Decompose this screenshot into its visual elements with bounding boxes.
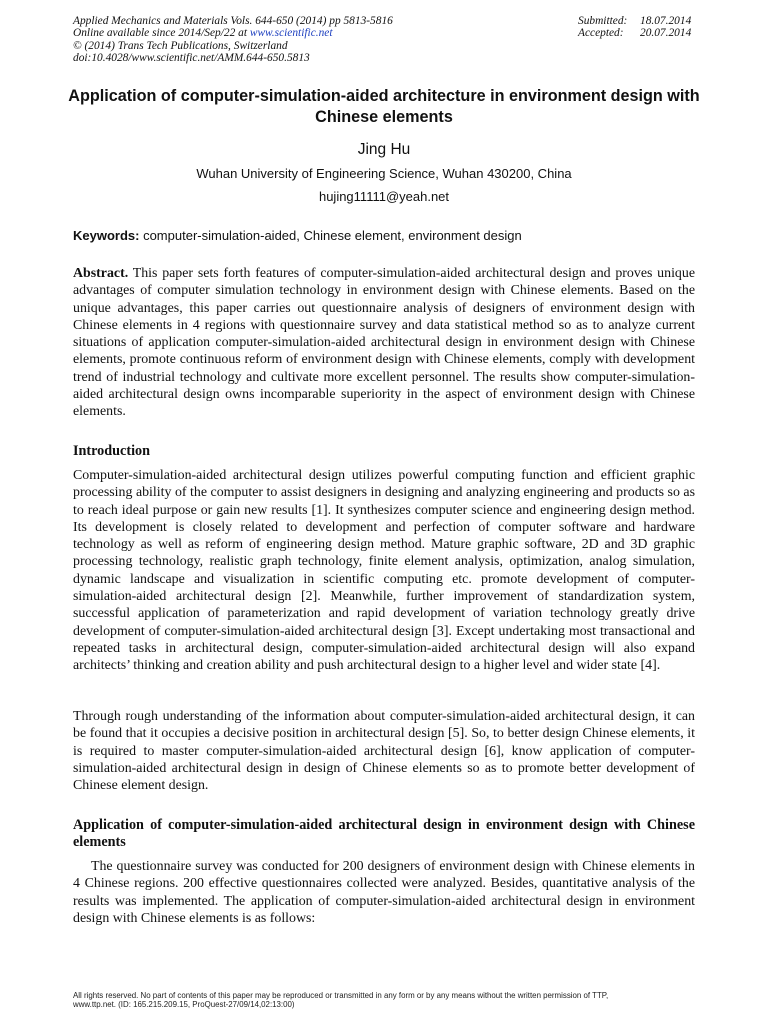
submitted-label: Submitted: [578, 15, 628, 27]
copyright-line: © (2014) Trans Tech Publications, Switzerland [73, 39, 288, 52]
author-name: Jing Hu [357, 141, 411, 158]
author-email[interactable]: hujing11111@yeah.net [318, 189, 450, 204]
introduction-paragraph-1: Computer-simulation-aided architectural design utilizes powerful computing function and efficient graphic processing ability of the computer to assist designers in designing and analyzing engineering and products so as to reach ideal purpose or gain new results [1]. It synthesizes computer science and engineering design method. Its development is closely related to development and perfection of computer software and hardware technology as well as reform of engineering design method. Mature graphic software, 2D and 3D graphic processing technology, realistic graph technology, finite element analysis, optimization, analog simulation, dynamic landscape and visualization in scientific computing etc. promote development of computer-simulation-aided architectural design [2]. Meanwhile, further improvement of standardization system, successful application of parameterization and rapid development of variation technology greatly drive development of computer-simulation-aided architectural design [3]. Except undertaking most transactional and repeated tasks in architectural design, computer-simulation-aided architectural design will also expand architects’ thinking and creation ability and push architectural design to a higher level and wider state [4]. [73, 468, 695, 674]
keywords-label: Keywords: [73, 228, 140, 243]
accepted-label: Accepted: [578, 27, 624, 40]
introduction-paragraph-2: Through rough understanding of the information about computer-simulation-aided architectural design, it can be found that it occupies a decisive position in architectural design [5]. So, to better design Chinese elements, it is required to master computer-simulation-aided architectural design [6], know application of computer-simulation-aided architectural design in design of Chinese elements so as to promote better development of Chinese element design. [73, 709, 695, 794]
journal-citation: Applied Mechanics and Materials Vols. 644-650 (2014) pp 5813-5816 [73, 15, 393, 27]
doi-line: doi:10.4028/www.scientific.net/AMM.644-650.5813 [73, 52, 310, 65]
application-paragraph-1: The questionnaire survey was conducted for 200 designers of environment design with Chinese elements in 4 Chinese regions. 200 effective questionnaires collected were analyzed. Besides, quantitative analysis of the results was implemented. The application of computer-simulation-aided architectural design in environment design with Chinese elements is as follows: [73, 859, 695, 926]
abstract-text: This paper sets forth features of computer-simulation-aided architectural design and proves unique advantages of computer simulation technology in environment design with Chinese elements. Based on the unique advantages, this paper carries out questionnaire analysis of designers of environment design with Chinese elements in 4 regions with questionnaire survey and data statistical method so as to analyze current situations of application computer-simulation-aided architectural design in environment design with Chinese elements, promote continuous reform of environment design with Chinese elements, comply with development trend of industrial technology and cultivate more excellent personnel. The results show computer-simulation-aided architectural design owns incomparable superiority in the aspect of environment design with Chinese elements. [73, 266, 695, 420]
introduction-heading: Introduction [73, 443, 150, 459]
copyright-footer [73, 991, 713, 1009]
keywords-text: computer-simulation-aided, Chinese element, environment design [139, 228, 522, 243]
submitted-row [578, 15, 708, 27]
submission-dates [578, 15, 708, 40]
application-heading: Application of computer-simulation-aided architectural design in environment design with Chinese elements [73, 817, 695, 851]
submitted-date: 18.07.2014 [640, 15, 692, 27]
footer-line-1: All rights reserved. No part of contents of this paper may be reproduced or transmitted in any form or by any means without the written permission of TTP, [73, 991, 609, 1000]
accepted-row [578, 27, 708, 39]
footer-line-2: www.ttp.net. (ID: 165.215.209.15, ProQuest-27/09/14,02:13:00) [73, 1000, 295, 1010]
online-availability [73, 27, 513, 39]
author-affiliation: Wuhan University of Engineering Science, Wuhan 430200, China [196, 166, 572, 181]
online-prefix: Online available since 2014/Sep/22 at [73, 27, 250, 40]
journal-header [73, 15, 513, 65]
keywords [73, 228, 703, 243]
abstract-label: Abstract. [73, 266, 129, 281]
paper-title: Application of computer-simulation-aided architecture in environment design with Chinese elements [68, 87, 700, 126]
accepted-date: 20.07.2014 [640, 27, 692, 40]
publisher-link[interactable]: www.scientific.net [249, 27, 333, 40]
abstract [73, 265, 695, 421]
